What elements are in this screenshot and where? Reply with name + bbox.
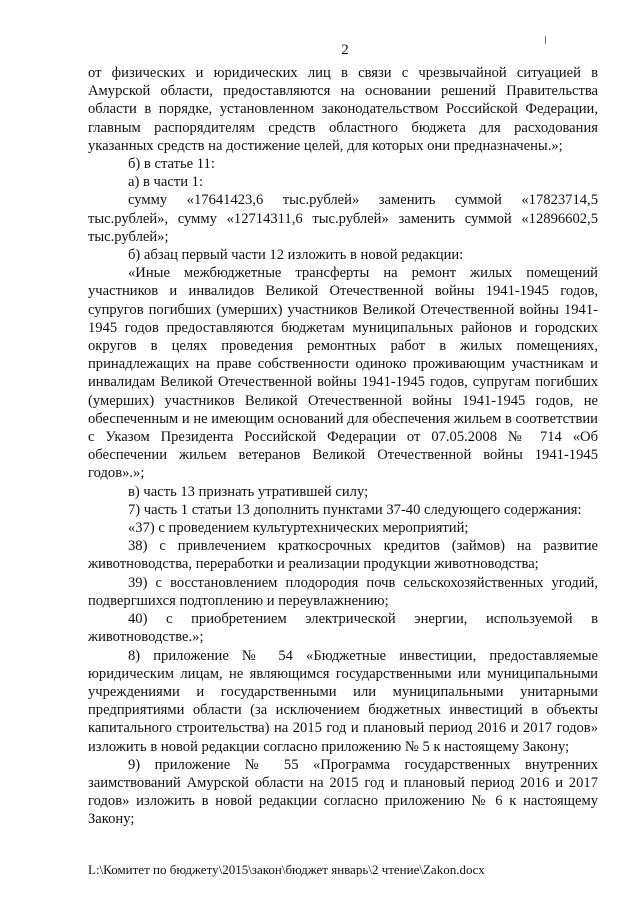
paragraph: 38) с привлечением краткосрочных кредитов (займов) на развитие животноводства, переработки и реализации продукции животноводства; bbox=[88, 538, 598, 573]
paragraph: 7) часть 1 статьи 13 дополнить пунктами 37-40 следующего содержания: bbox=[128, 501, 582, 518]
paragraph: 39) с восстановлением плодородия почв сельскохозяйственных угодий, подвергшихся подтоплению и переувлажнению; bbox=[88, 574, 598, 609]
paragraph: сумму «17641423,6 тыс.рублей» заменить суммой «17823714,5 тыс.рублей», сумму «12714311,6 тыс.рублей» заменить суммой «12896602,5 тыс.рублей»; bbox=[88, 192, 598, 245]
paragraph: «37) с проведением культуртехнических мероприятий; bbox=[128, 520, 469, 537]
paragraph: а) в части 1: bbox=[128, 174, 204, 191]
paragraph: б) в статье 11: bbox=[128, 156, 215, 173]
paragraph: б) абзац первый части 12 изложить в новой редакции: bbox=[128, 247, 464, 264]
document-body bbox=[88, 64, 598, 829]
page-number: 2 bbox=[341, 42, 349, 58]
paragraph: в) часть 13 признать утратившей силу; bbox=[128, 483, 369, 500]
paragraph: «Иные межбюджетные трансферты на ремонт жилых помещений участников и инвалидов Великой Отечественной войны 1941-1945 годов, супругов погибших (умерших) участников Великой Отечественной войны 1941-1945 годов предоставляются бюджетам муниципальных районов и городских округов в целях проведения ремонтных работ в жилых помещениях, принадлежащих на праве собственности одиноко проживающим участникам и инвалидам Великой Отечественной войны 1941-1945 годов, супругам погибших (умерших) участников Великой Отечественной войны 1941-1945 годов, не обеспеченным и не имеющим оснований для обеспечения жильем в соответствии с Указом Президента Российской Федерации от 07.05.2008 № 714 «Об обеспечении жильем ветеранов Великой Отечественной войны 1941-1945 годов».»; bbox=[88, 265, 598, 482]
paragraph: от физических и юридических лиц в связи с чрезвычайной ситуацией в Амурской области, предоставляются на основании решений Правительства области в порядке, установленном законодательством Российской Федерации, главным распорядителям средств областного бюджета для расходования указанных средств на достижение целей, для которых они предназначены.»; bbox=[88, 65, 598, 154]
paragraph: 8) приложение № 54 «Бюджетные инвестиции, предоставляемые юридическим лицам, не являющимся государственными или муниципальными учреждениями и государственными или муниципальными унитарными предприятиями области (за исключением бюджетных инвестиций в объекты капитального строительства) на 2015 год и плановый период 2016 и 2017 годов» изложить в новой редакции согласно приложению № 5 к настоящему Закону; bbox=[88, 647, 598, 755]
paragraph: 9) приложение № 55 «Программа государственных внутренних заимствований Амурской области на 2015 год и плановый период 2016 и 2017 годов» изложить в новой редакции согласно приложению № 6 к настоящему Закону; bbox=[88, 756, 598, 828]
paragraph: 40) с приобретением электрической энергии, используемой в животноводстве.»; bbox=[88, 611, 598, 646]
file-path-footer: L:\Комитет по бюджету\2015\закон\бюджет январь\2 чтение\Zakon.docx bbox=[88, 862, 485, 877]
